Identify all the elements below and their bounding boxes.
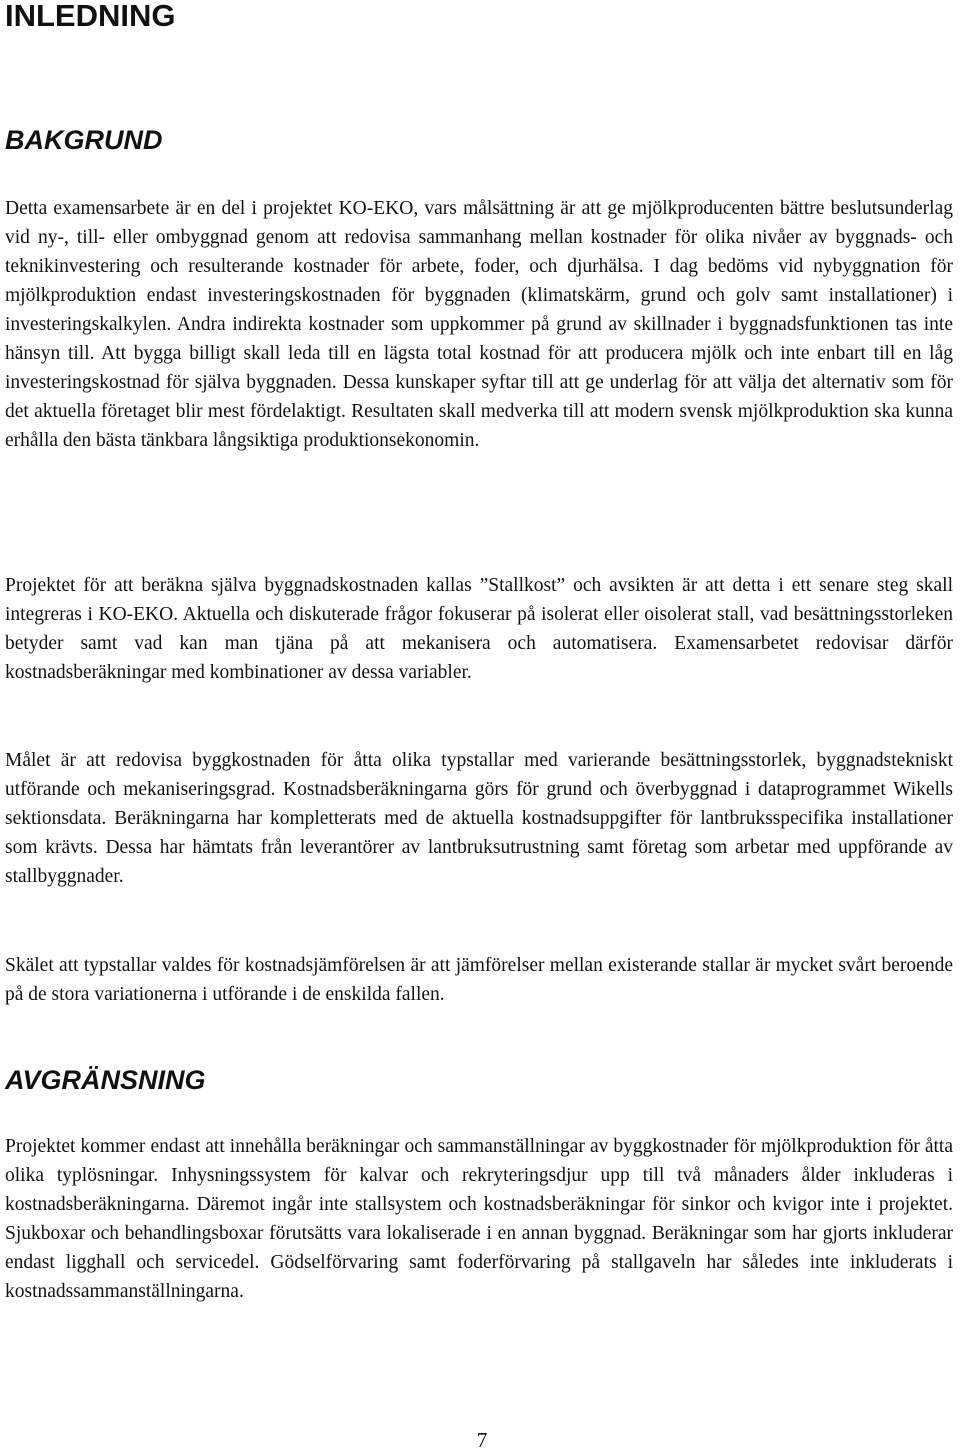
section-heading-bakgrund: BAKGRUND [5, 125, 163, 155]
page-number: 7 [476, 1428, 488, 1452]
section-heading-avgransning: AVGRÄNSNING [5, 1065, 206, 1095]
paragraph-bakgrund-3: Målet är att redovisa byggkostnaden för åtta olika typstallar med varierande besättningsstorlek, byggnadstekniskt utförande och mekaniseringsgrad. Kostnadsberäkningarna görs för grund och överbyggnad i dataprogrammet Wikells sektionsdata. Beräkningarna har kompletterats med de aktuella kostnadsuppgifter för lantbruksspecifika installationer som krävts. Dessa har hämtats från leverantörer av lantbruksutrustning samt företag som arbetar med uppförande av stallbyggnader. [5, 750, 953, 887]
paragraph-bakgrund-4: Skälet att typstallar valdes för kostnadsjämförelsen är att jämförelser mellan existerande stallar är mycket svårt beroende på de stora variationerna i utförande i de enskilda fallen. [5, 955, 953, 1005]
chapter-heading: INLEDNING [5, 0, 176, 33]
paragraph-avgransning-1: Projektet kommer endast att innehålla beräkningar och sammanställningar av byggkostnader för mjölkproduktion för åtta olika typlösningar. Inhysningssystem för kalvar och rekryteringsdjur upp till två månaders ålder inkluderas i kostnadsberäkningarna. Däremot ingår inte stallsystem och kostnadsberäkningar för sinkor och kvigor inte i projektet. Sjukboxar och behandlingsboxar förutsätts vara lokaliserade i en annan byggnad. Beräkningar som har gjorts inkluderar endast ligghall och servicedel. Gödselförvaring samt foderförvaring på stallgaveln har således inte inkluderats i kostnadssammanställningarna. [5, 1136, 953, 1302]
paragraph-bakgrund-1: Detta examensarbete är en del i projektet KO-EKO, vars målsättning är att ge mjölkproducenten bättre beslutsunderlag vid ny-, till- eller ombyggnad genom att redovisa sammanhang mellan kostnader för olika nivåer av byggnads- och teknikinvestering och resulterande kostnader för arbete, foder, och djurhälsa. I dag bedöms vid nybyggnation för mjölkproduktion endast investeringskostnaden för byggnaden (klimatskärm, grund och golv samt installationer) i investeringskalkylen. Andra indirekta kostnader som uppkommer på grund av skillnader i byggnadsfunktionen tas inte hänsyn till. Att bygga billigt skall leda till en lägsta total kostnad för att producera mjölk och inte enbart till en låg investeringskostnad för själva byggnaden. Dessa kunskaper syftar till att ge underlag för att välja det alternativ som för det aktuella företaget blir mest fördelaktigt. Resultaten skall medverka till att modern svensk mjölkproduktion ska kunna erhålla den bästa tänkbara långsiktiga produktionsekonomin. [5, 198, 953, 451]
paragraph-bakgrund-2: Projektet för att beräkna själva byggnadskostnaden kallas ”Stallkost” och avsikten är att detta i ett senare steg skall integreras i KO-EKO. Aktuella och diskuterade frågor fokuserar på isolerat eller oisolerat stall, vad besättningsstorleken betyder samt vad kan man tjäna på att mekanisera och automatisera. Examensarbetet redovisar därför kostnadsberäkningar med kombinationer av dessa variabler. [5, 575, 953, 683]
